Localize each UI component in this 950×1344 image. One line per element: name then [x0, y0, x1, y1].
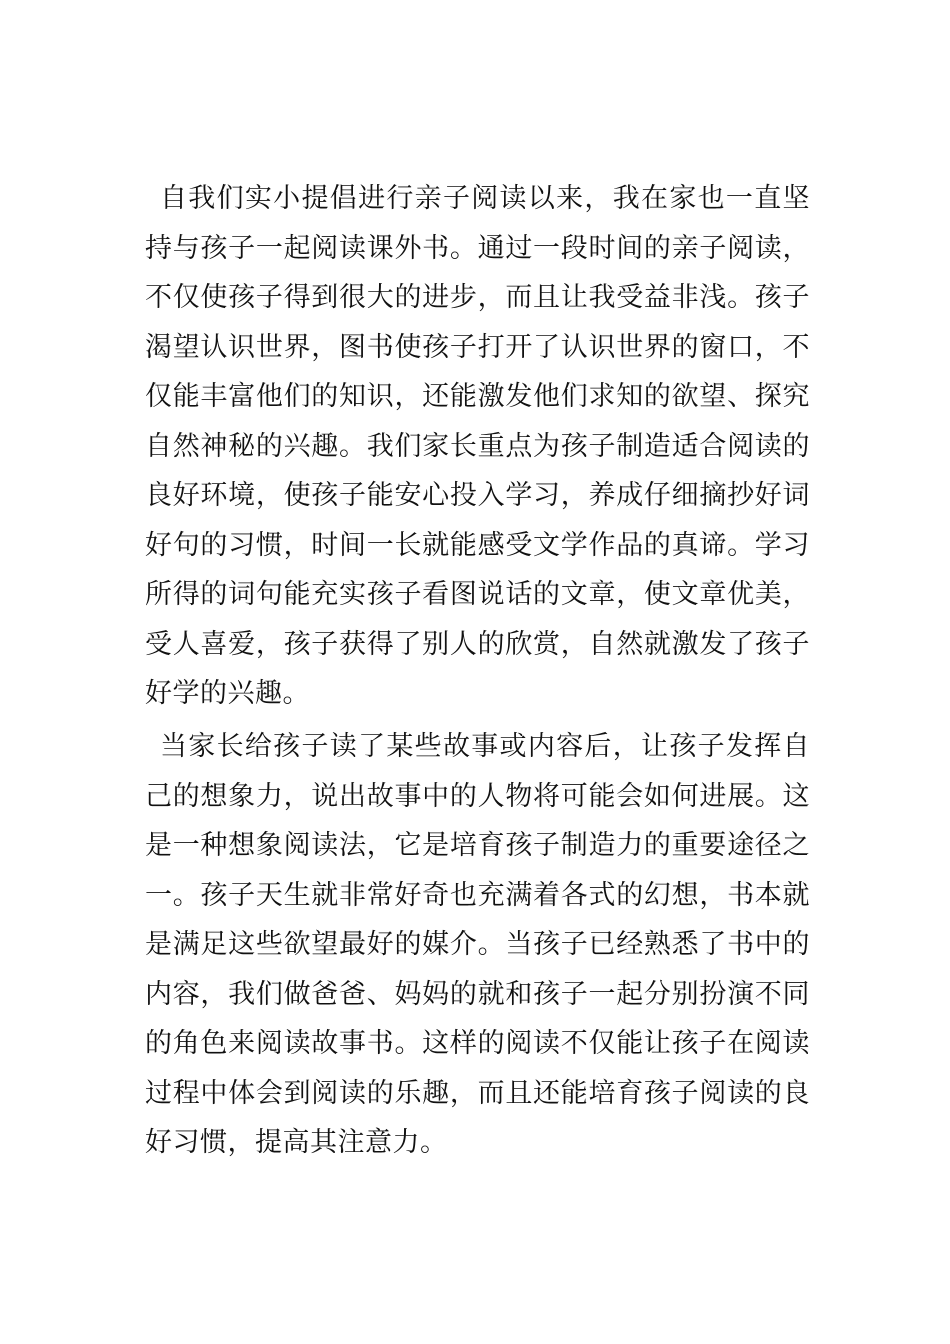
- paragraph-parent-child-reading: 自我们实小提倡进行亲子阅读以来，我在家也一直坚持与孩子一起阅读课外书。通过一段时间的亲子阅读，不仅使孩子得到很大的进步，而且让我受益非浅。孩子渴望认识世界，图书使孩子打开了认识世界的窗口，不仅能丰富他们的知识，还能激发他们求知的欲望、探究自然神秘的兴趣。我们家长重点为孩子制造适合阅读的良好环境，使孩子能安心投入学习，养成仔细摘抄好词好句的习惯，时间一长就能感受文学作品的真谛。学习所得的词句能充实孩子看图说话的文章，使文章优美，受人喜爱，孩子获得了别人的欣赏，自然就激发了孩子好学的兴趣。: [145, 183, 810, 709]
- paragraph-imaginative-reading: 当家长给孩子读了某些故事或内容后，让孩子发挥自己的想象力，说出故事中的人物将可能会如何进展。这是一种想象阅读法，它是培育孩子制造力的重要途径之一。孩子天生就非常好奇也充满着各式的幻想，书本就是满足这些欲望最好的媒介。当孩子已经熟悉了书中的内容，我们做爸爸、妈妈的就和孩子一起分别扮演不同的角色来阅读故事书。这样的阅读不仅能让孩子在阅读过程中体会到阅读的乐趣，而且还能培育孩子阅读的良好习惯，提高其注意力。: [145, 731, 810, 1158]
